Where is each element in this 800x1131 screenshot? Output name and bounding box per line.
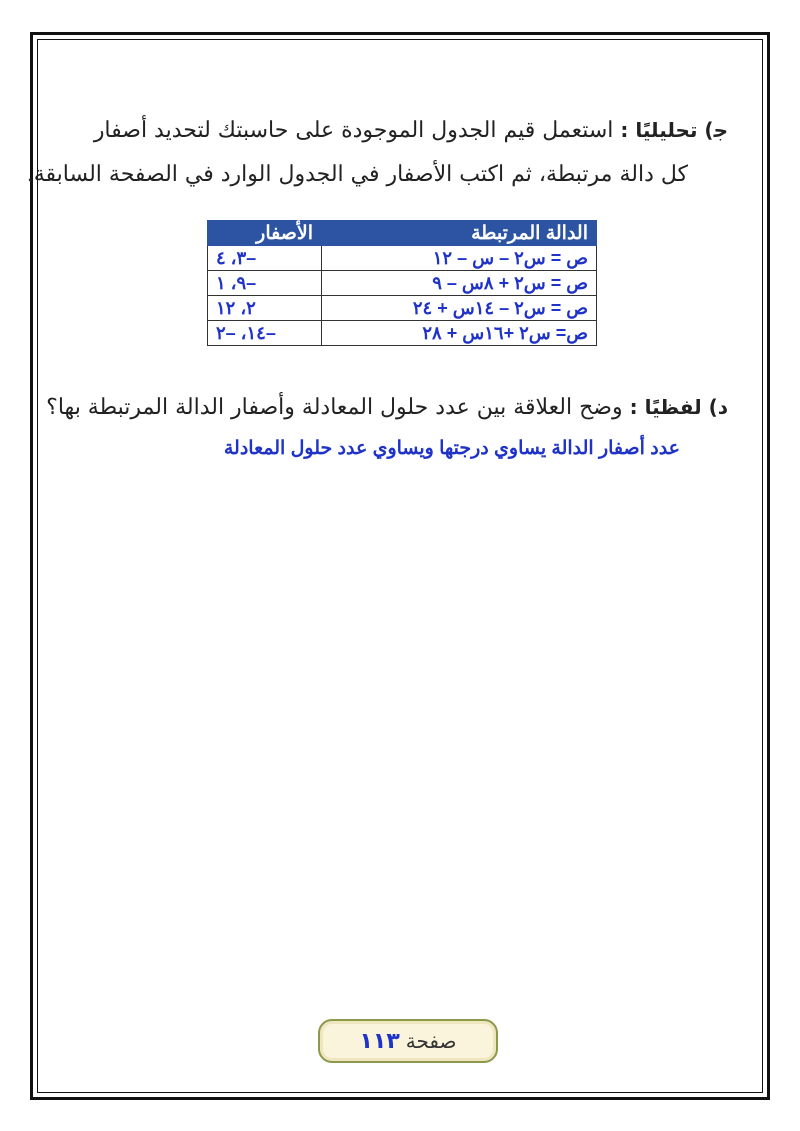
part-c-label: ﺟ) تحليليًا :	[620, 118, 728, 142]
page-number: ١١٣	[359, 1028, 400, 1054]
page-border-inner	[37, 39, 763, 1093]
page-number-badge	[318, 1019, 498, 1063]
zeros-cell: ٢، ١٢	[208, 296, 322, 321]
table-row	[208, 296, 597, 321]
zeros-cell: –٣، ٤	[208, 246, 322, 271]
table-row	[208, 271, 597, 296]
table-header-row	[208, 221, 597, 246]
part-c-line-2	[27, 162, 688, 187]
part-c-text-2: كل دالة مرتبطة، ثم اكتب الأصفار في الجدول الوارد في الصفحة السابقة.	[26, 162, 688, 187]
header-function: الدالة المرتبطة	[322, 221, 597, 246]
part-d-answer: عدد أصفار الدالة يساوي درجتها ويساوي عدد حلول المعادلة	[223, 438, 680, 459]
table-row	[208, 321, 597, 346]
table-row	[208, 246, 597, 271]
zeros-table	[207, 220, 597, 346]
part-d-label: د) لفظيًا :	[629, 395, 728, 419]
function-cell: ص = س٢ – ١٤س + ٢٤	[322, 296, 597, 321]
function-cell: ص= س٢ +١٦س + ٢٨	[322, 321, 597, 346]
header-zeros: الأصفار	[208, 221, 322, 246]
zeros-cell: –٩، ١	[208, 271, 322, 296]
part-c-line-1	[94, 118, 728, 143]
part-d-question: وضح العلاقة بين عدد حلول المعادلة وأصفار الدالة المرتبطة بها؟	[46, 395, 623, 420]
page-word: صفحة	[405, 1029, 457, 1053]
zeros-cell: –١٤، –٢	[208, 321, 322, 346]
part-c-text-1: استعمل قيم الجدول الموجودة على حاسبتك لتحديد أصفار	[93, 118, 614, 143]
function-cell: ص = س٢ – س – ١٢	[322, 246, 597, 271]
function-cell: ص = س٢ + ٨س – ٩	[322, 271, 597, 296]
part-d-line	[46, 395, 728, 420]
